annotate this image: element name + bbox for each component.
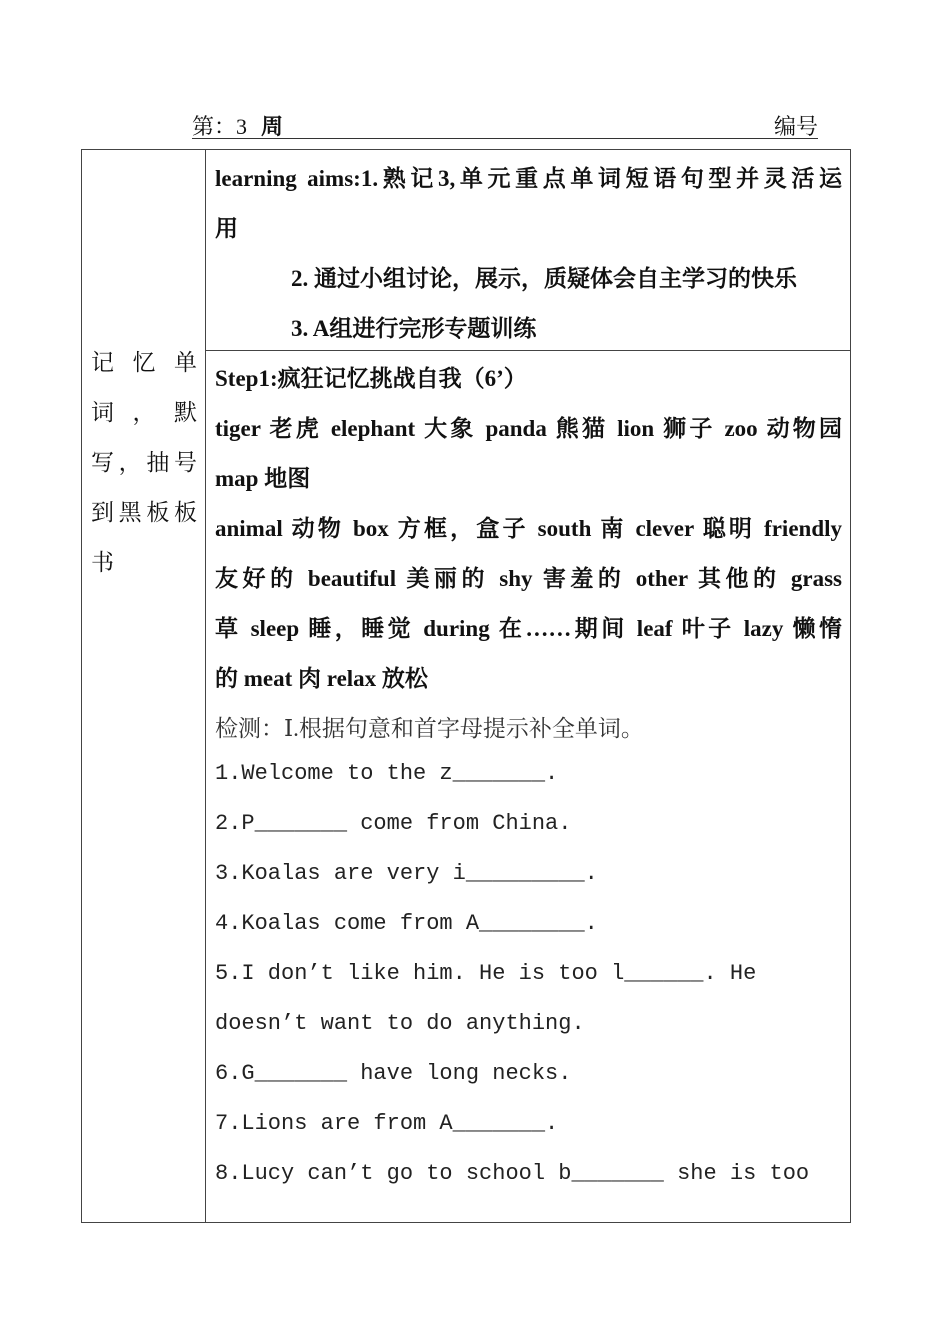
step1-title: Step1:疯狂记忆挑战自我（6’） — [215, 366, 527, 391]
left-column — [82, 150, 206, 1222]
vocab-line: 的 meat 肉 relax 放松 — [215, 666, 428, 691]
exercise-item: 1.Welcome to the z_______. — [215, 761, 559, 786]
note-line: 书 — [91, 550, 114, 575]
exercise-item: 4.Koalas come from A________. — [215, 911, 598, 936]
aims-line-1-cont: 用 — [215, 216, 238, 241]
serial-label: 编号 — [773, 114, 818, 139]
week-label — [192, 110, 283, 141]
exercise-item: 2.P_______ come from China. — [215, 811, 572, 836]
page-header — [192, 108, 818, 139]
exercise-item: 8.Lucy can’t go to school b_______ she is too — [215, 1161, 810, 1186]
vocab-line: 友好的 beautiful 美丽的 shy 害羞的 other 其他的 grass — [215, 566, 842, 591]
aims-line-3: 3. A组进行完形专题训练 — [291, 316, 537, 341]
vocab-line: animal 动物 box 方框，盒子 south 南 clever 聪明 friendly — [215, 516, 842, 541]
exercise-instruction: 检测：Ⅰ.根据句意和首字母提示补全单词。 — [215, 716, 644, 741]
exercise-item: 6.G_______ have long necks. — [215, 1061, 572, 1086]
exercise-item: doesn’t want to do anything. — [215, 1011, 585, 1036]
vocab-line: map 地图 — [215, 466, 311, 491]
week-number: 第：3 — [192, 114, 248, 139]
note-line: 到黑板板 — [91, 500, 197, 525]
memory-note — [91, 338, 197, 588]
exercise-item: 7.Lions are from A_______. — [215, 1111, 559, 1136]
aims-line-2: 2. 通过小组讨论，展示，质疑体会自主学习的快乐 — [291, 266, 797, 291]
vocab-line: 草 sleep 睡，睡觉 during 在……期间 leaf 叶子 lazy 懒惰 — [215, 616, 842, 641]
week-unit: 周 — [261, 114, 284, 139]
vocab-line: tiger 老虎 elephant 大象 panda 熊猫 lion 狮子 zoo 动物园 — [215, 416, 842, 441]
exercise-item: 5.I don’t like him. He is too l______. He — [215, 961, 757, 986]
exercise-item: 3.Koalas are very i_________. — [215, 861, 598, 886]
note-line: 记忆单 — [91, 350, 197, 375]
note-line: 写，抽号 — [91, 450, 197, 475]
step1-cell — [206, 351, 850, 1222]
note-line: 词，默 — [91, 400, 197, 425]
lesson-table — [81, 149, 851, 1223]
aims-line-1: learning aims:1.熟记3,单元重点单词短语句型并灵活运 — [215, 166, 842, 191]
learning-aims-cell — [206, 150, 850, 351]
